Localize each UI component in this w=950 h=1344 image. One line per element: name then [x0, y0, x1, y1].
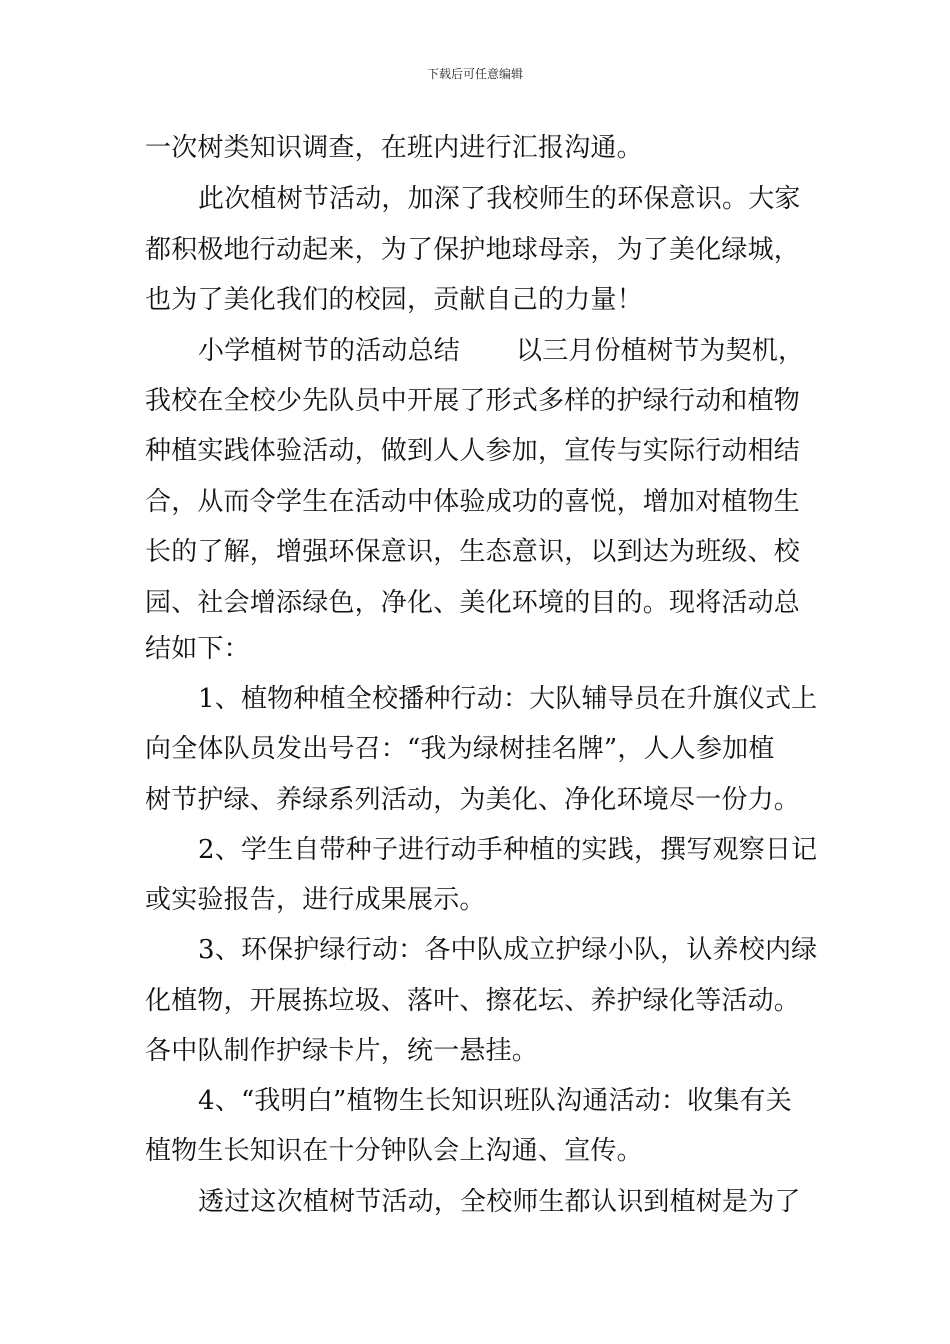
- text-line: 化植物，开展拣垃圾、落叶、擦花坛、养护绿化等活动。: [145, 986, 801, 1016]
- text-line: 园、社会增添绿色，净化、美化环境的目的。现将活动总: [145, 588, 801, 618]
- text-line: 此次植树节活动，加深了我校师生的环保意识。大家: [198, 184, 801, 214]
- text-segment: 以三月份植树节为契机，: [516, 336, 805, 366]
- text-line: 也为了美化我们的校园，贡献自己的力量！: [145, 285, 643, 315]
- text-line: 都积极地行动起来，为了保护地球母亲，为了美化绿城，: [145, 235, 801, 265]
- header-note: 下载后可任意编辑: [426, 67, 523, 81]
- list-item-3: 3、环保护绿行动：各中队成立护绿小队，认养校内绿: [198, 935, 818, 965]
- text-line: 结如下：: [145, 634, 250, 664]
- text-line: [198, 334, 804, 368]
- text-line: 一次树类知识调查，在班内进行汇报沟通。: [145, 133, 643, 163]
- text-line: 植物生长知识在十分钟队会上沟通、宣传。: [145, 1136, 643, 1166]
- text-line: 树节护绿、养绿系列活动，为美化、净化环境尽一份力。: [145, 785, 801, 815]
- list-item-4: 4、“我明白”植物生长知识班队沟通活动：收集有关: [198, 1086, 792, 1116]
- text-line: 各中队制作护绿卡片，统一悬挂。: [145, 1036, 539, 1066]
- text-line: 向全体队员发出号召：“我为绿树挂名牌”，人人参加植: [145, 734, 775, 764]
- text-line: 合，从而令学生在活动中体验成功的喜悦，增加对植物生: [145, 487, 801, 517]
- text-line: 我校在全校少先队员中开展了形式多样的护绿行动和植物: [145, 386, 801, 416]
- text-line: 或实验报告，进行成果展示。: [145, 885, 486, 915]
- text-line: 种植实践体验活动，做到人人参加，宣传与实际行动相结: [145, 436, 801, 466]
- list-item-2: 2、学生自带种子进行动手种植的实践，撰写观察日记: [198, 835, 818, 865]
- section-title: 小学植树节的活动总结: [198, 336, 461, 366]
- text-line: 长的了解，增强环保意识，生态意识，以到达为班级、校: [145, 537, 801, 567]
- text-line: 透过这次植树节活动，全校师生都认识到植树是为了: [198, 1187, 801, 1217]
- list-item-1: 1、植物种植全校播种行动：大队辅导员在升旗仪式上: [198, 684, 818, 714]
